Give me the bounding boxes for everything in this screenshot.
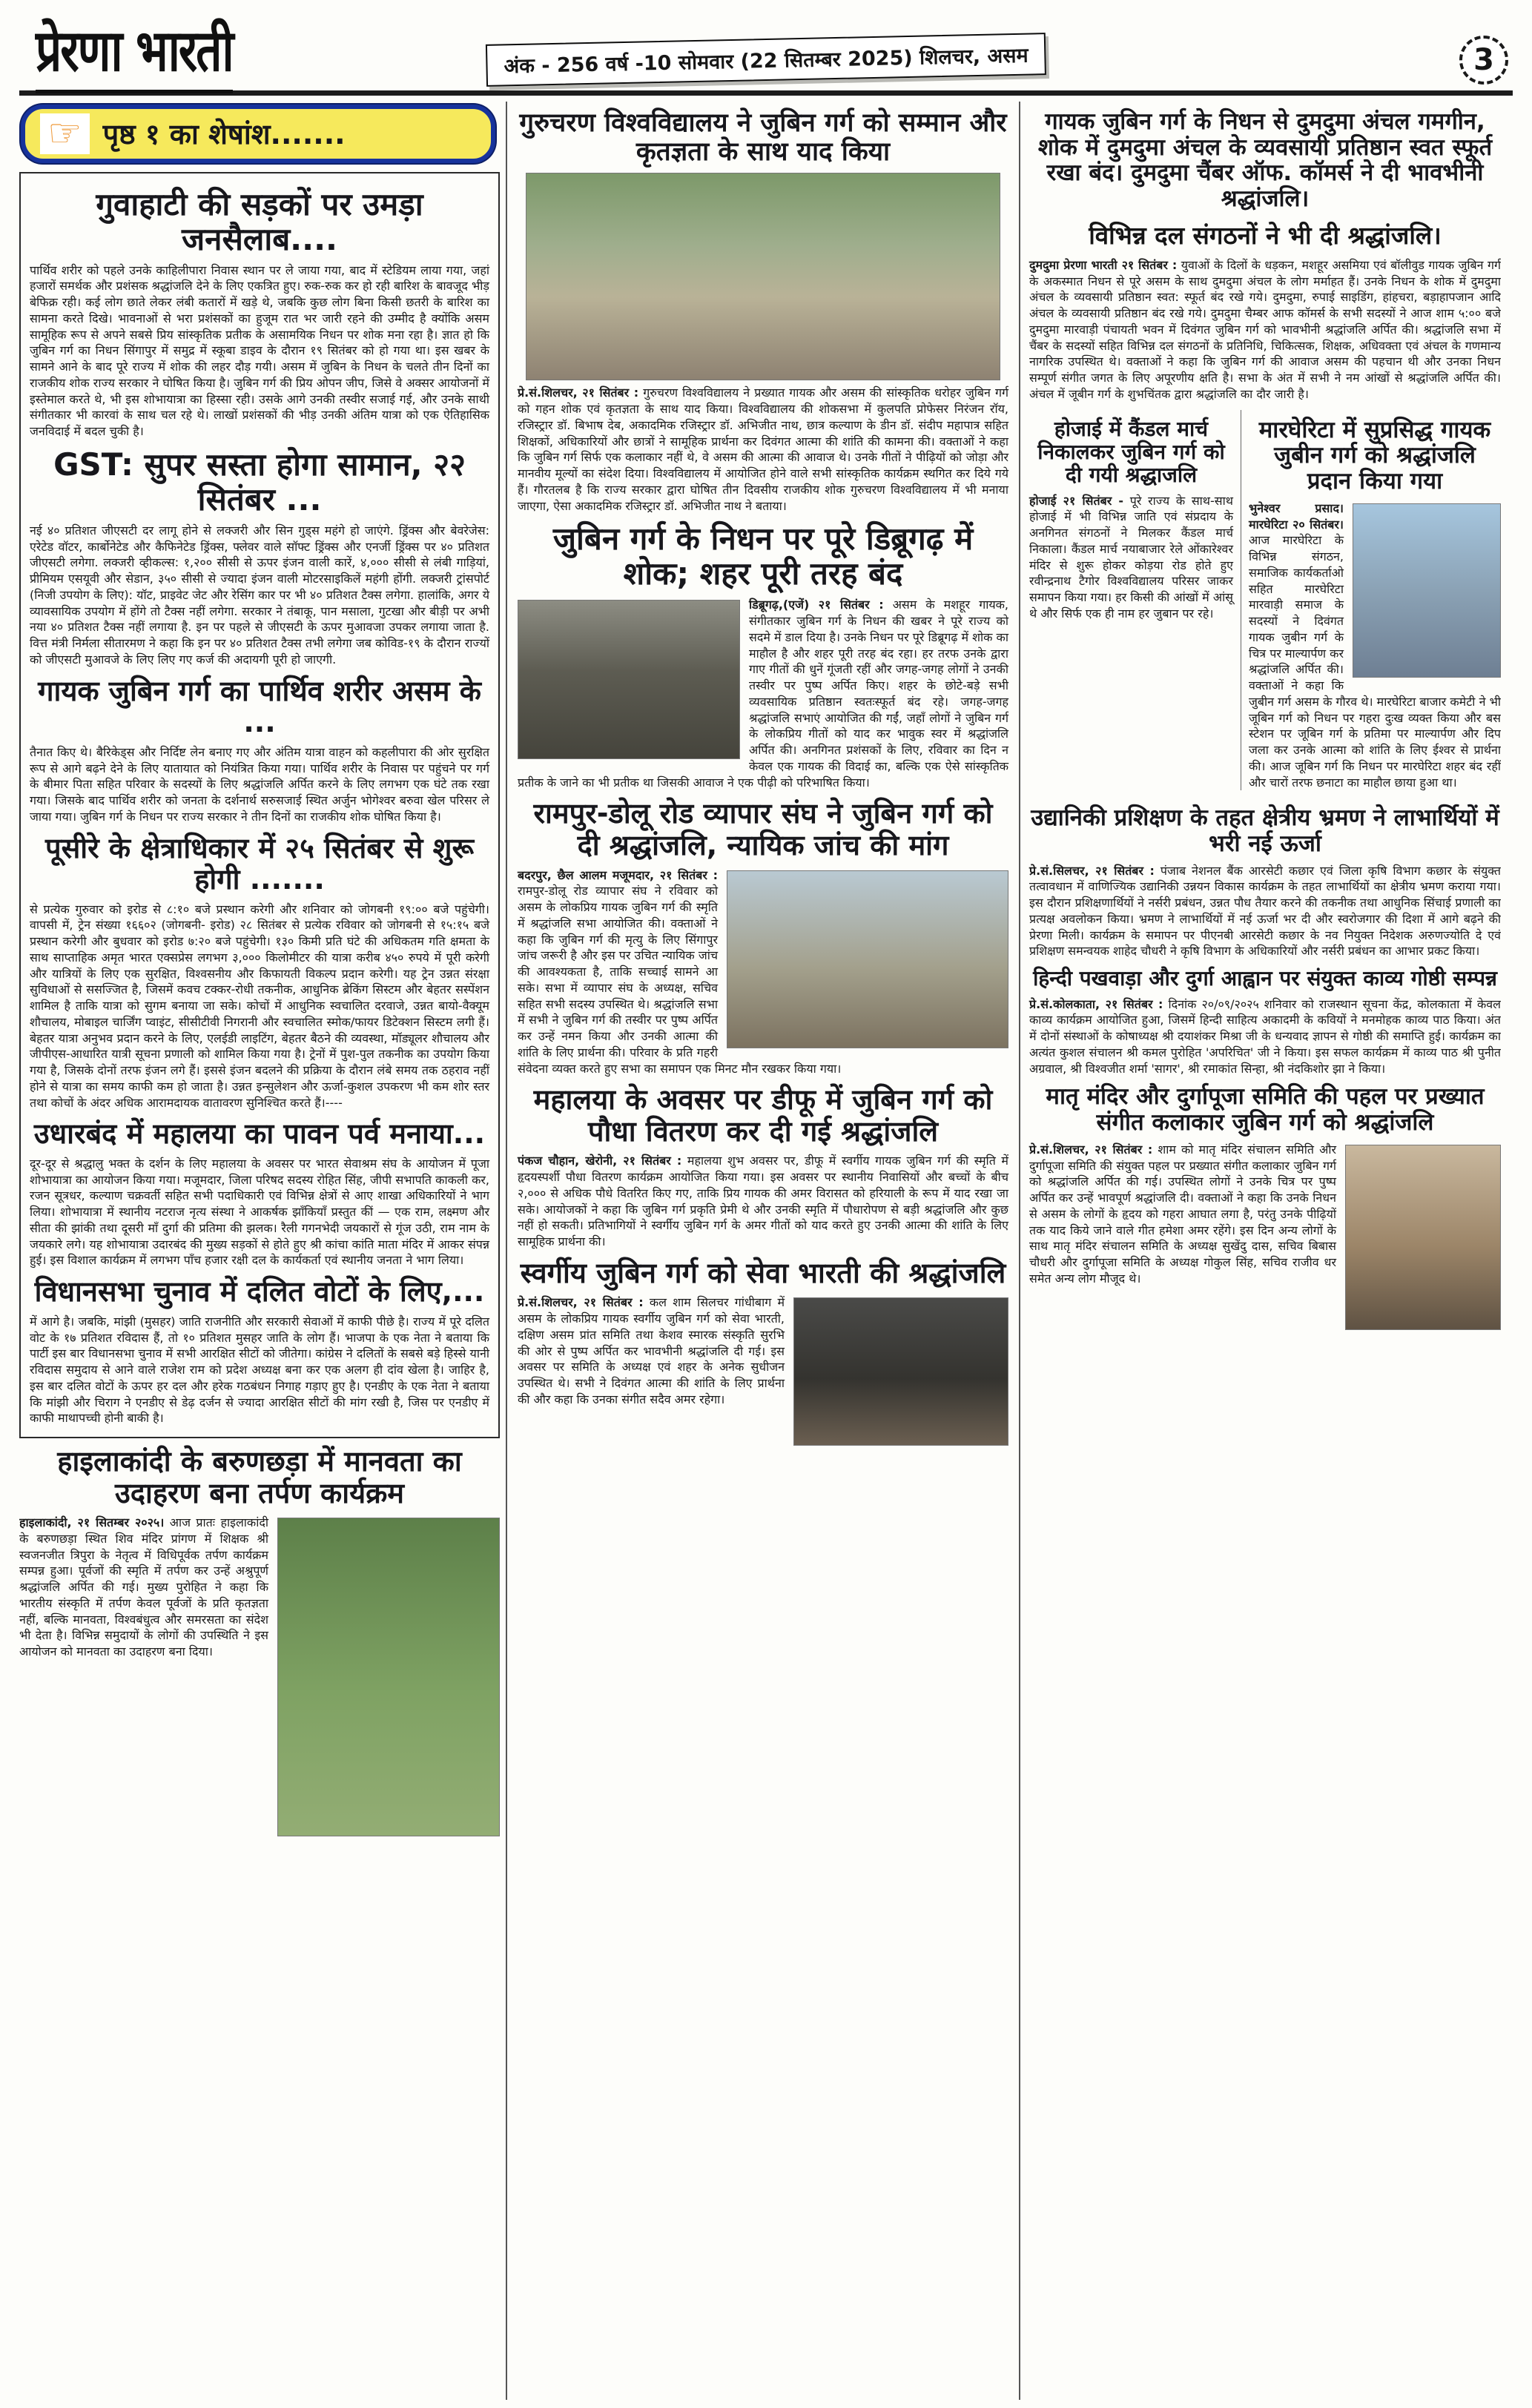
article-hojai-candle-march — [1029, 410, 1241, 791]
continued-articles-box — [19, 172, 500, 1438]
article-headline: स्वर्गीय जुबिन गर्ग को सेवा भारती की श्रद्धांजलि — [520, 1256, 1006, 1289]
article-headline: गायक जुबिन गर्ग के निधन से दुमदुमा अंचल गमगीन, शोक में दुमदुमा अंचल के व्यवसायी प्रतिष्ठान स्वत स्फूर्त रखा बंद। दुमदुमा चैंबर ऑफ. कॉमर्स ने दी भावभीनी श्रद्धांजलि। — [1037, 108, 1493, 213]
article-body-text: आज मारघेरिटा के विभिन्न संगठन, समाजिक कार्यकर्ताओ सहित मारघेरिटा मारवाड़ी समाज के सदस्यों ने दिवंगत गायक जुबीन गर्ग के चित्र पर माल्यार्पण कर श्रद्धांजलि अर्पित की। वक्ताओं ने कहा कि जुबीन गर्ग असम के गौरव थे। मारघेरिटा बाजार कमेटी ने भी जूबिन गर्ग को निधन पर गहरा दुःख व्यक्त किया और बस स्टेशन पर जूबिन गर्ग के प्रतिमा पर माल्यार्पण और दिप जला कर उनके आत्मा को शांति के लिए ईश्वर से प्रार्थना की। आज जूबिन गर्ग कि निधन पर मारघेरिटा शहर बंद रहीं और चारों तरफ छनाटा का माहौल छाया हुआ था। — [1249, 533, 1501, 790]
article-headline: मातृ मंदिर और दुर्गापूजा समिति की पहल पर प्रख्यात संगीत कलाकार जुबिन गर्ग को श्रद्धांजलि — [1046, 1083, 1485, 1137]
article-photo-university-gathering — [526, 173, 1000, 380]
dateline: प्रे.सं.शिलचर, २१ सितंबर : — [518, 1295, 644, 1310]
article-body-text: आज प्रातः हाइलाकांदी के बरुणछड़ा स्थित शिव मंदिर प्रांगण में शिक्षक श्री स्वजनजीत त्रिपुरा के नेतृत्व में विधिपूर्वक तर्पण कार्यक्रम सम्पन्न हुआ। पूर्वजों की स्मृति में तर्पण कर उन्हें अश्रुपूर्ण श्रद्धांजलि अर्पित की गई। मुख्य पुरोहित ने कहा कि भारतीय संस्कृति में तर्पण केवल पूर्वजों के प्रति कृतज्ञता नहीं, बल्कि मानवता, विश्वबंधुत्व और समरसता का संदेश भी देता है। विभिन्न समुदायों के लोगों की उपस्थिति ने इस आयोजन को मानवता का उदाहरण बना दिया। — [19, 1515, 269, 1659]
column-middle — [506, 102, 1020, 2400]
issue-line: अंक - 256 वर्ष -10 सोमवार (22 सितम्बर 2025) शिलचर, असम — [486, 33, 1046, 87]
article-headline: गुरुचरण विश्वविद्यालय ने जुबिन गर्ग को सम्मान और कृतज्ञता के साथ याद किया — [519, 108, 1007, 168]
dateline: भुनेश्वर प्रसाद। मारघेरिटा २० सितंबर। — [1249, 500, 1344, 532]
article-body: दूर-दूर से श्रद्धालु भक्त के दर्शन के लिए महालया के अवसर पर भारत सेवाश्रम संघ के आयोजन में पूजा शोभायात्रा का आयोजन किया गया। मजूमदार, जिला परिषद सदस्य रोहित सिंह, जीपी सभापति काकली कर, रजन सूत्रधर, कल्याण चक्रवर्ती सहित सभी पदाधिकारी एवं विभिन्न क्षेत्रों से आए शाखा अधिकारियों ने भाग लिया। शोभायात्रा में स्थानीय नटराज नृत्य संस्था ने आकर्षक झाँकियाँ प्रस्तुत कीं — एक राम, लक्ष्मण और सीता की झांकी तथा दूसरी माँ दुर्गा की प्रतिमा की झलक। रैली गगनभेदी जयकारों से गूंज उठी, राम नाम के जयकारे लगे। यह शोभायात्रा उदारबंद की मुख्य सड़कों से होते हुए श्री कांचा कांति माता मंदिर में आकर संपन्न हुई। इस विशाल कार्यक्रम में लगभग पाँच हजार रक्षी दल के कार्यकर्ता एवं स्थानीय जनता ने भाग लिया। — [30, 1156, 489, 1268]
right-two-column-row — [1029, 410, 1501, 798]
article-dibrugarh-shok-bandh — [518, 521, 1008, 790]
dateline: प्रे.सं.कोलकाता, २१ सितंबर : — [1029, 996, 1163, 1011]
article-body-text: कल शाम सिलचर गांधीबाग में असम के लोकप्रिय गायक स्वर्गीय जुबिन गर्ग को सेवा भारती, दक्षिण असम प्रांत समिति तथा केशव स्मारक संस्कृति सुरभि की ओर से पुष्प अर्पित कर भावभीनी श्रद्धांजलि दी गई। इस अवसर पर समिति के अध्यक्ष एवं शहर के अनेक सुधीजन उपस्थित थे। सभी ने दिवंगत आत्मा की शांति के लिए प्रार्थना की और कहा कि उनका संगीत सदैव अमर रहेगा। — [518, 1295, 785, 1406]
article-body-text: दिनांक २०/०९/२०२५ शनिवार को राजस्थान सूचना केंद्र, कोलकाता में केवल काव्य कार्यक्रम आयोजित हुआ, जिसमें हिन्दी साहित्य अकादमी के कवियों ने मनमोहक काव्य पाठ किया। अंत में दोनों संस्थाओं के कोषाध्यक्ष श्री दयाशंकर मिश्रा जी के धन्यवाद ज्ञापन से गोष्ठी की समाप्ति हुई। कार्यक्रम का अत्यंत कुशल संचालन श्री कमल पुरोहित 'अपरिचित' जी ने किया। इस सफल कार्यक्रम में काव्य पाठ श्री पुनीत अग्रवाल, श्री विश्वजीत शर्मा 'सागर', श्री रमाकांत सिन्हा, श्री नंदकिशोर झा ने किया। — [1029, 996, 1501, 1076]
dateline: प्रे.सं.शिलचर, २१ सितंबर : — [1029, 1142, 1153, 1157]
article-railway-amrit-bharat — [30, 833, 489, 1111]
article-body-text: पंजाब नेशनल बैंक आरसेटी कछार एवं जिला कृषि विभाग कछार के संयुक्त तत्वावधान में वाणिज्यिक उद्यानिकी उन्नयन विकास कार्यक्रम के तहत लाभार्थियों का क्षेत्रीय भ्रमण कराया गया। इस दौरान प्रशिक्षणार्थियों ने नर्सरी प्रबंधन, उन्नत पौध तैयार करने की तकनीक तथा आधुनिक सिंचाई प्रणाली का प्रत्यक्ष अवलोकन किया। भ्रमण ने लाभार्थियों में नई ऊर्जा भर दी और स्वरोजगार की दिशा में आगे बढ़ने की प्रेरणा मिली। कार्यक्रम के समापन पर पीएनबी आरसेटी कछार के नव नियुक्त निदेशक अरुणज्योति दे एवं प्रशिक्षण समन्वयक शाहेद चौधरी ने कृषि विभाग के अधिकारियों और नर्सरी प्रबंधन का आभार प्रकट किया। — [1029, 863, 1501, 959]
article-body-text: शाम को मातृ मंदिर संचालन समिति और दुर्गापूजा समिति की संयुक्त पहल पर प्रख्यात संगीत कलाकार जुबिन गर्ग को श्रद्धांजलि अर्पित की गई। उपस्थित लोगों ने उनके चित्र पर पुष्प अर्पित कर उन्हें भावपूर्ण श्रद्धांजलि दी। वक्ताओं ने कहा कि उनके निधन से असम के लोगों के हृदय को गहरा आघात लगा है, परंतु उनके पीढ़ियों तक याद किये जाने वाले गीत हमेशा अमर रहेंगे। इस दिन अन्य लोगों के साथ मातृ मंदिर संचालन समिति के अध्यक्ष सुखेंदु दास, सचिव बिबास चौधरी और दुर्गापूजा समिति के अध्यक्ष गोकुल सिंह, सचिव राजीव धर समेत अन्य लोग मौजूद थे। — [1029, 1142, 1336, 1286]
dateline: पंकज चौहान, खेरोनी, २१ सितंबर : — [518, 1154, 682, 1168]
article-doomdooma-bandh — [1029, 109, 1501, 403]
article-guwahati-jansailab — [30, 187, 489, 440]
article-body — [1029, 257, 1501, 403]
column-right — [1020, 102, 1501, 2400]
article-photo-dibrugarh-crowd — [518, 600, 740, 759]
dateline: हाइलाकांदी, २१ सितम्बर २०२५। — [19, 1515, 165, 1530]
header-rule — [19, 90, 1513, 96]
article-photo-seva-bharati — [793, 1297, 1008, 1446]
article-headline: GST: सुपर सस्ता होगा सामान, २२ सितंबर ... — [53, 446, 466, 517]
masthead-title: प्रेरणा भारती — [36, 10, 233, 94]
article-body — [1029, 863, 1501, 960]
article-gurucharan-university — [518, 109, 1008, 514]
dateline: प्रे.सं.शिलचर, २१ सितंबर : — [518, 386, 639, 400]
article-hindi-pakhwada-kavya-goshthi — [1029, 967, 1501, 1076]
article-seva-bharati-tribute — [518, 1257, 1008, 1408]
article-gst-rates — [30, 447, 489, 668]
article-body — [1029, 996, 1501, 1077]
column-left — [19, 102, 500, 2400]
article-headline: महालया के अवसर पर डीफू में जुबिन गर्ग को पौधा वितरण कर दी गई श्रद्धांजलि — [533, 1083, 993, 1148]
article-headline: विधानसभा चुनाव में दलित वोटों के लिए,... — [34, 1275, 485, 1309]
article-diphu-sapling-tribute — [518, 1084, 1008, 1250]
article-body-text: रामपुर-डोलू रोड व्यापार संघ ने रविवार को असम के लोकप्रिय गायक जुबिन गर्ग की स्मृति में श्रद्धांजलि सभा आयोजित की। वक्ताओं ने कहा कि जुबिन गर्ग की मृत्यु के लिए सिंगापुर जांच जरूरी है और इस पर उचित न्यायिक जांच की आवश्यकता है, ताकि सच्चाई सामने आ सके। सभा में व्यापार संघ के अध्यक्ष, सचिव सहित सभी सदस्य उपस्थित थे। श्रद्धांजलि सभा में सभी ने जुबिन गर्ग की तस्वीर पर पुष्प अर्पित कर उन्हें नमन किया और उनकी आत्मा की शांति के लिए प्रार्थना की। परिवार के प्रति गहरी संवेदना व्यक्त करते हुए सभा का समापन एक मिनट मौन रखकर किया गया। — [518, 884, 842, 1076]
article-headline: गायक जुबिन गर्ग का पार्थिव शरीर असम के ... — [38, 674, 481, 739]
continuation-label: पृष्ठ १ का शेषांश....... — [102, 118, 346, 151]
article-body-text: युवाओं के दिलों के धड़कन, मशहूर असमिया एवं बॉलीवुड गायक जुबिन गर्ग के अकस्मात निधन से पूरे असम के साथ दुमदुमा अंचल के लोग मर्माहत हैं। उनके निधन के शोक में दुमदुमा अंचल के व्यवसायी प्रतिष्ठान स्वत: स्फूर्त बंद रखे गये। दुमदुमा, रुपाई साइडिंग, हांहचरा, बड़ाहापजान आदि अंचल के व्यवसायी प्रतिष्ठान बंद रखे गये। दुमदुमा चैम्बर आफ कॉमर्स के सभी सदस्यों ने आज शाम ५:०० बजे दुमदुमा मारवाड़ी पंचायती भवन में दिवंगत जुबिन गर्ग को भावभीनी श्रद्धांजलि अर्पित की। श्रद्धांजलि सभा में चैंबर के सदस्यों सहित विभिन्न दल संगठनों के प्रतिनिधि, चिकित्सक, शिक्षक, अधिवक्ता एवं अंचल के गणमान्य नागरिक उपस्थित थे। वक्ताओं ने कहा कि जुबिन गर्ग की आवाज असम की पहचान थी और उनका निधन सम्पूर्ण संगीत जगत के लिए अपूरणीय क्षति है। सभा के अंत में सभी ने नम आंखों से श्रद्धांजलि अर्पित की। अंचल में जूबीन गर्ग के शुभचिंतक द्वारा श्रद्धांजलि का दौर जारी है। — [1029, 257, 1501, 401]
article-body: तैनात किए थे। बैरिकेड्स और निर्दिष्ट लेन बनाए गए और अंतिम यात्रा वाहन को कहलीपारा की ओर सुरक्षित रूप से आगे बढ़ने देने के लिए यातायात को नियंत्रित किया गया। पार्थिव शरीर के निवास पर पहुंचने पर गर्ग के बीमार पिता सहित परिवार के सदस्यों के लिए श्रद्धांजलि अर्पित करने के लिए लगभग एक घंटे तक रखा गया। जिसके बाद पार्थिव शरीर को जनता के दर्शनार्थ सरुसजाई स्थित अर्जुन भोगेश्वर बरुवा खेल परिसर ले जाया गया। जुबिन गर्ग के निधन पर राज्य सरकार ने तीन दिनों का राजकीय शोक घोषित किया है। — [30, 744, 489, 824]
article-headline: हिन्दी पखवाड़ा और दुर्गा आह्वान पर संयुक्त काव्य गोष्ठी सम्पन्न — [1033, 966, 1497, 991]
article-body-text: पूरे राज्य के साथ-साथ होजाई में भी विभिन्न जाति एवं संप्रदाय के अनगिनत संगठनों ने मिलकर कैंडल मार्च निकाला। कैंडल मार्च नयाबाजार रेले ओंकारेश्वर मंदिर से शुरू होकर कोड़या रोड होते हुए रवीन्द्रनाथ टैगोर विश्वविद्यालय परिसर जाकर समापन किया गया। हर किसी की आंखों में आंसू थे और सिर्फ एक ही नाम हर जुबान पर रहे। — [1029, 493, 1233, 621]
page-header — [19, 6, 1513, 89]
dateline: बदरपुर, छैल आलम मजूमदार, २१ सितंबर : — [518, 867, 718, 882]
article-photo-tarpan-ritual — [277, 1518, 500, 1836]
dateline: डिब्रूगढ़,(एजें) २१ सितंबर : — [749, 598, 884, 612]
article-headline: जुबिन गर्ग के निधन पर पूरे डिब्रूगढ़ में शोक; शहर पूरी तरह बंद — [552, 520, 974, 592]
article-headline: रामपुर-डोलू रोड व्यापार संघ ने जुबिन गर्ग को दी श्रद्धांजलि, न्यायिक जांच की मांग — [533, 797, 993, 861]
article-body: से प्रत्येक गुरुवार को इरोड से ८:१० बजे प्रस्थान करेगी और शनिवार को जोगबनी १९:०० बजे पहुंचेगी। वापसी में, ट्रेन संख्या १६६०२ (जोगबनी- इरोड) २८ सितंबर से प्रत्येक रविवार को जोगबनी से १५:१५ बजे प्रस्थान करेगी और बुधवार को इरोड ७:२० बजे पहुंचेगी। १३० किमी प्रति घंटे की अधिकतम गति क्षमता के साथ साप्ताहिक अमृत भारत एक्सप्रेस लगभग ३,००० किलोमीटर की यात्रा करीब ४५० रुपये में पूरी करेगी और यात्रियों के लिए एक सुरक्षित, विश्वसनीय और किफायती विकल्प प्रदान करेगी। यह ट्रेन उन्नत संरक्षा सुविधाओं से ससज्जित है, जिसमें कवच टक्कर-रोधी तकनीक, आधुनिक ब्रेकिंग सिस्टम और बेहतर सस्पेंशन शामिल है ताकि यात्रा को सुगम बनाया जा सके। कोचों में आधुनिक स्वचालित दरवाजे, उन्नत बायो-वैक्यूम शौचालय, मोबाइल चार्जिंग प्वाइंट, सीसीटीवी निगरानी और स्वचालित स्मोक/फायर डिटेक्शन सिस्टम लगी हैं। बेहतर यात्रा अनुभव प्रदान करने के लिए, एलईडी लाइटिंग, बेहतर बैठने की व्यवस्था, मॉड्यूलर शौचालय और जीपीएस-आधारित यात्री सूचना प्रणाली को शामिल किया गया है। ट्रेनों में पुश-पुल तकनीक का उपयोग किया गया है, जिसके दोनों तरफ इंजन लगे हैं। इससे इंजन बदलने की प्रक्रिया के दौरान लंबे समय तक ठहराव नहीं होने से यात्रा का समय काफी कम हो जाता है। उन्नत इन्सुलेशन और ऊर्जा-कुशल उपकरण भी कम शोर स्तर तथा कोचों के अंदर अधिक आरामदायक वातावरण सुनिश्चित करते हैं।---- — [30, 902, 489, 1110]
article-margherita-tribute — [1249, 410, 1501, 791]
article-photo-traders-meeting — [727, 870, 1008, 1048]
article-body-text: महालया शुभ अवसर पर, डीफू में स्वर्गीय गायक जुबिन गर्ग की स्मृति में हृदयस्पर्शी पौधा वितरण कार्यक्रम आयोजित किया गया। इस अवसर पर स्थानीय निवासियों और बच्चों के बीच २,००० से अधिक पौधे वितरित किए गए, ताकि प्रिय गायक की अमर विरासत को हरियाली के रूप में याद रखा जा सके। आयोजकों ने कहा कि जुबिन गर्ग प्रकृति प्रेमी थे और उनकी स्मृति में पौधारोपण से बड़ी श्रद्धांजलि और कुछ नहीं हो सकती। प्रतिभागियों ने स्वर्गीय जुबिन गर्ग के अमर गीतों को याद करते हुए उनकी आत्मा की शांति के लिए सामूहिक प्रार्थना की। — [518, 1154, 1008, 1249]
article-dalit-votes-election — [30, 1276, 489, 1426]
article-body — [518, 385, 1008, 514]
article-headline: उधारबंद में महालया का पावन पर्व मनाया... — [33, 1117, 486, 1151]
dateline: होजाई २१ सितंबर - — [1029, 493, 1124, 508]
article-zubeen-mortal-remains — [30, 675, 489, 825]
article-body: नई ४० प्रतिशत जीएसटी दर लागू होने से लक्जरी और सिन गुड्स महंगे हो जाएंगे. ड्रिंक्स और बेवरेजेस: एरेटेड वॉटर, कार्बोनेटेड और कैफिनेटेड ड्रिंक्स, फ्लेवर वाले सॉफ्ट ड्रिंक्स और एनर्जी ड्रिंक्स पर ४० प्रतिशत जीएसटी लगेगा. लक्जरी व्हीकल्स: १,२०० सीसी से ऊपर इंजन वाली कारें, ४,००० सीसी से लंबी गाड़ियां, प्रीमियम एसयूवी और सेडान, ३५० सीसी से ज्यादा इंजन वाली मोटरसाइकिलें महंगी होंगी. लक्जरी ट्रांसपोर्ट (निजी उपयोग के लिए): यॉट, प्राइवेट जेट और रेसिंग कार पर भी ४० प्रतिशत टैक्स लगेगा. हालांकि, अगर ये व्यावसायिक उपयोग में होंगे तो टैक्स नहीं लगेगा. सरकार ने तंबाकू, पान मसाला, गुटखा और बीड़ी पर अभी नया ४० प्रतिशत टैक्स नहीं लगाया है. इन पर पहले से जीएसटी के ऊपर मुआवजा उपकर लगाया जाता है. वित्त मंत्री निर्मला सीतारमण ने कहा कि इन पर ४० प्रतिशत टैक्स तभी लगेगा जब कोविड-१९ के दौरान राज्यों को जीएसटी मुआवजे के लिए लिए गए कर्ज की अदायगी पूरी हो जाएगी. — [30, 523, 489, 666]
article-matri-mandir-durga-puja-tribute — [1029, 1084, 1501, 1286]
page-number-badge: 3 — [1459, 36, 1508, 85]
article-headline: होजाई में कैंडल मार्च निकालकर जुबिन गर्ग को दी गयी श्रद्धाजलि — [1037, 416, 1225, 488]
article-photo-margherita-street — [1353, 503, 1501, 678]
article-headline: मारघेरिटा में सुप्रसिद्ध गायक जुबीन गर्ग को श्रद्धांजलि प्रदान किया गया — [1258, 416, 1491, 495]
article-photo-garlanded-portrait — [1345, 1145, 1501, 1330]
article-subhead: विभिन्न दल संगठनों ने भी दी श्रद्धांजलि। — [1089, 220, 1442, 250]
article-headline: गुवाहाटी की सड़कों पर उमड़ा जनसैलाब.... — [96, 185, 423, 257]
article-horticulture-training-tour — [1029, 805, 1501, 959]
article-body-text: असम के मशहूर गायक, संगीतकार जुबिन गर्ग के निधन की खबर ने पूरे राज्य को सदमे में डाल दिया है। उनके निधन पर पूरे डिब्रूगढ़ में शोक का माहौल है और शहर पूरी तरह बंद रहा। हर तरफ उनके द्वारा गाए गीतों की धुनें गूंजती रहीं और जगह-जगह लोगों ने उनकी तस्वीर पर पुष्प अर्पित किए। शहर के छोटे-बड़े सभी व्यवसायिक प्रतिष्ठान स्वतःस्फूर्त बंद रहे। जगह-जगह श्रद्धांजलि सभाएं आयोजित की गईं, जहाँ लोगों ने जुबिन गर्ग के लोकप्रिय गीतों को याद कर भावुक स्वर में श्रद्धांजलि अर्पित की। अनगिनत प्रशंसकों के लिए, रविवार का दिन न केवल एक गायक की विदाई का, बल्कि एक ऐसे सांस्कृतिक प्रतीक के जाने का भी प्रतीक था जिसकी आवाज ने एक पीढ़ी को परिभाषित किया। — [518, 598, 1009, 790]
article-body: पार्थिव शरीर को पहले उनके काहिलीपारा निवास स्थान पर ले जाया गया, बाद में स्टेडियम लाया गया, जहां हजारों समर्थक और प्रशंसक श्रद्धांजलि देने के लिए एकत्रित हुए। रुक-रुक कर हो रही बारिश के बावजूद भीड़ बेफिक्र रही। कई लोग छाते लेकर लंबी कतारों में खड़े थे, जबकि कुछ लोग बिना किसी छतरी के बारिश का सामना करते दिखे। भावनाओं से भरा प्रशंसकों का हुजूम रात भर जारी रहने की उम्मीद है क्योंकि असम सामूहिक रूप से अपने सबसे प्रिय सांस्कृतिक प्रतीक के असामयिक निधन पर शोक मना रहा है। ज्ञात हो कि जुबिन गर्ग का निधन सिंगापुर में समुद्र में स्कूबा डाइव के दौरान १९ सितंबर को हो गया था। इस खबर के सामने आने के बाद पूरे राज्य में शोक की लहर दौड़ गयी। असम में जुबिन के निधन के चलते तीन दिनों का राजकीय शोक राज्य सरकार ने घोषित किया है। जुबिन गर्ग की प्रिय ओपन जीप, जिसे वे अक्सर आयोजनों में इस्तेमाल करते थे, भी इस शोभायात्रा का हिस्सा रही। उसके आगे उनकी तस्वीर सजाई गई, और उनके साथी संगीतकार भी कारवां के साथ चल रहे थे। लाखों प्रशंसकों की भीड़ उनकी अंतिम यात्रा को एक ऐतिहासिक जनविदाई में बदल चुकी है। — [30, 262, 489, 439]
article-body — [518, 1153, 1008, 1250]
article-body: में आगे है। जबकि, मांझी (मुसहर) जाति राजनीति और सरकारी सेवाओं में काफी पीछे है। राज्य में पूरे दलित वोट के १७ प्रतिशत रविदास हैं, तो १० प्रतिशत मुसहर जाति के लोग हैं। भाजपा के एक नेता ने बताया कि पार्टी इस बार विधानसभा चुनाव में सभी आरक्षित सीटों को जीतेगा। कांग्रेस ने दलितों के सबसे बड़े हिस्से यानी रविदास समुदाय से आने वाले राजेश राम को प्रदेश अध्यक्ष बना कर एक अलग ही दांव खेला है। जाहिर है, इस बार दलित वोटों के ऊपर हर दल और हरेक गठबंधन निगाह गड़ाए हुए है। एनडीए के एक नेता ने बताया कि मांझी और चिराग ने एनडीए से डेढ़ दर्जन से ज्यादा आरक्षित सीटों की मांग रखी है, जिस पर एनडीए में काफी माथापच्ची होनी बाकी है। — [30, 1314, 489, 1426]
dateline: प्रे.सं.सिलचर, २१ सितंबर : — [1029, 863, 1155, 878]
page-content — [19, 102, 1513, 2400]
article-body-text: गुरुचरण विश्वविद्यालय ने प्रख्यात गायक और असम की सांस्कृतिक धरोहर जुबिन गर्ग को गहन शोक एवं कृतज्ञता के साथ याद किया। विश्वविद्यालय की शोकसभा में कुलपति प्रोफेसर निरंजन रॉय, रजिस्ट्रार डॉ. बिभाष देब, अकादमिक रजिस्ट्रार डॉ. अभिजीत नाथ, छात्र कल्याण के डीन डॉ. संदीप महापात्र सहित शिक्षकों, अधिकारियों और छात्रों ने सामूहिक प्रार्थना कर दिवंगत आत्मा की शांति की कामना की। वक्ताओं ने कहा कि जुबिन गर्ग सिर्फ एक कलाकार नहीं थे, वे असम की आत्मा की आवाज थे। उनके गीतों ने पीढ़ियों को जोड़ा और मानवीय मूल्यों का संदेश दिया। विश्वविद्यालय में आयोजित होने वाले सभी सांस्कृतिक कार्यक्रम स्थगित कर दिये गये हैं। गौरतलब है कि राज्य सरकार द्वारा घोषित तीन दिवसीय राजकीय शोक गुरुचरण विश्वविद्यालय में भी मनाया जाएगा, ऐसा अकादमिक रजिस्ट्रार डॉ. अभिजीत नाथ ने बताया। — [518, 386, 1008, 513]
pointing-hand-icon: ☞ — [40, 113, 90, 154]
article-udharbond-mahalaya — [30, 1118, 489, 1268]
article-headline: हाइलाकांदी के बरुणछड़ा में मानवता का उदाहरण बना तर्पण कार्यक्रम — [57, 1445, 462, 1509]
dateline: दुमदुमा प्रेरणा भारती २१ सितंबर : — [1029, 257, 1178, 272]
article-headline: पूसीरे के क्षेत्राधिकार में २५ सितंबर से शुरू होगी ....... — [44, 831, 475, 896]
article-headline: उद्यानिकी प्रशिक्षण के तहत क्षेत्रीय भ्रमण ने लाभार्थियों में भरी नई ऊर्जा — [1031, 804, 1499, 857]
article-hailakandi-tarpan — [19, 1446, 500, 1660]
article-rampur-dolu-road-tribute — [518, 798, 1008, 1076]
article-body — [1029, 493, 1233, 622]
continuation-banner — [21, 105, 495, 163]
